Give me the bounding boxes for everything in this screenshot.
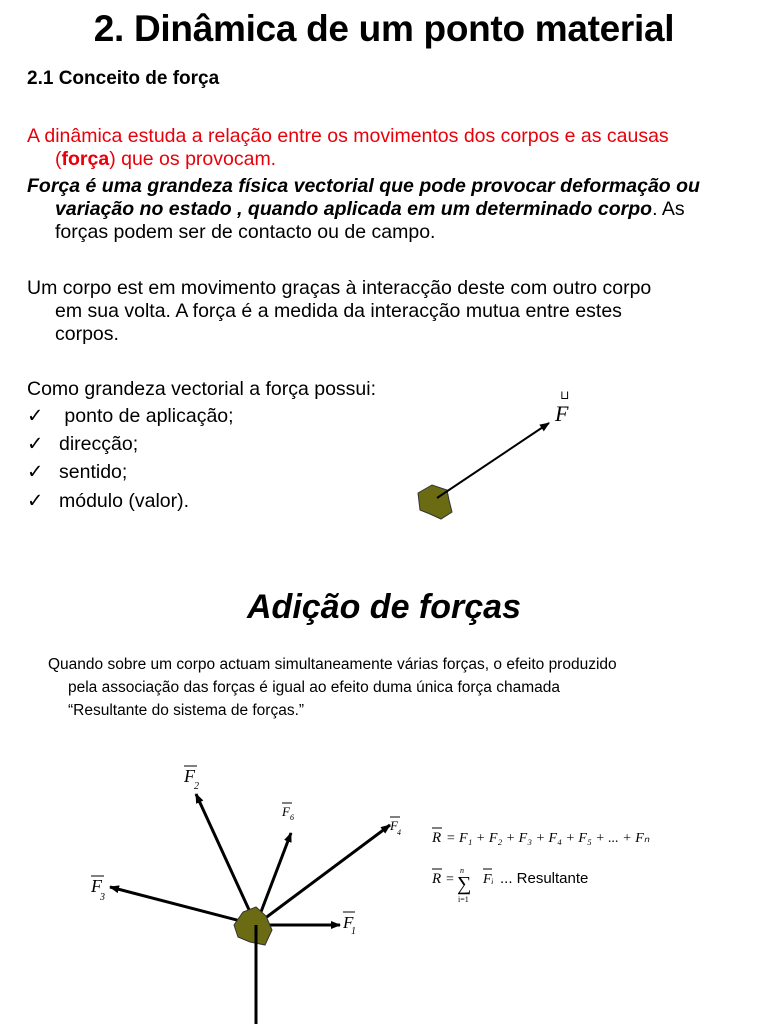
addition-line-1: Quando sobre um corpo actuam simultaneamente várias forças, o efeito produzido — [48, 656, 617, 673]
check-icon: ✓ — [27, 490, 44, 512]
figure-multiple-forces — [90, 766, 401, 1024]
sigma-icon: ∑ — [457, 873, 472, 895]
label-f6-letter: F — [282, 804, 290, 819]
properties-intro: Como grandeza vectorial a força possui: — [27, 378, 377, 400]
page-title: 2. Dinâmica de um ponto material — [93, 8, 675, 49]
definition-line-3: forças podem ser de contacto ou de campo. — [55, 221, 436, 243]
definition-bold-line-2: variação no estado , quando aplicada em um determinado corpo — [55, 198, 653, 220]
addition-line-3: “Resultante do sistema de forças.” — [68, 702, 305, 719]
label-f4-sub: 4 — [397, 828, 401, 837]
definition-bold-line-1: Força é uma grandeza física vectorial que pode provocar deformação ou — [27, 175, 700, 197]
label-f6 — [281, 803, 294, 822]
label-f1-sub: 1 — [351, 926, 356, 937]
label-f4-letter: F — [390, 818, 398, 833]
label-f6-sub: 6 — [290, 813, 294, 822]
body-blob — [234, 907, 272, 945]
intro-paren: ( — [55, 148, 62, 170]
intro-line-2: ) que os provocam. — [109, 148, 277, 170]
check-icon: ✓ — [27, 405, 44, 427]
corpo-line-3: corpos. — [55, 323, 119, 345]
label-f2-sub: 2 — [194, 781, 199, 792]
figure-single-force — [418, 388, 569, 519]
equation-2-upper: n — [460, 866, 464, 875]
section-subtitle: 2.1 Conceito de força — [27, 68, 220, 89]
property-label: sentido; — [59, 461, 128, 483]
corpo-line-1: Um corpo est em movimento graças à interacção deste com outro corpo — [27, 277, 652, 299]
label-f3-letter: F — [91, 876, 102, 896]
force-arrow-f3 — [110, 887, 256, 925]
definition-after: . As — [652, 198, 685, 220]
body-blob — [418, 485, 452, 519]
property-label: ponto de aplicação; — [59, 405, 234, 427]
label-f3-sub: 3 — [100, 892, 105, 903]
equation-2-lower: i=1 — [458, 895, 469, 904]
force-label-mark: ⊔ — [560, 388, 570, 402]
corpo-line-2: em sua volta. A força é a medida da interacção mutua entre estes — [55, 300, 622, 322]
equations — [431, 828, 650, 904]
equation-1-lhs: R — [432, 830, 442, 846]
label-f1 — [342, 912, 356, 937]
label-f1-letter: F — [343, 913, 354, 932]
addition-title: Adição de forças — [247, 588, 521, 626]
force-label: F — [555, 401, 569, 426]
intro-line-1: A dinâmica estuda a relação entre os movimentos dos corpos e as causas — [27, 125, 669, 147]
label-f4 — [389, 817, 401, 837]
equation-2-lhs: R — [432, 871, 442, 887]
equation-1-rhs: = F₁ + F₂ + F₃ + F₄ + F₅ + ... + Fₙ — [446, 831, 650, 846]
check-icon: ✓ — [27, 433, 44, 455]
intro-forca-bold: força — [61, 148, 110, 170]
force-arrow — [437, 423, 549, 498]
property-label: módulo (valor). — [59, 490, 190, 512]
addition-line-2: pela associação das forças é igual ao efeito duma única força chamada — [68, 679, 560, 696]
label-f2-letter: F — [184, 766, 195, 786]
force-arrow-f2 — [196, 794, 256, 925]
equation-2-label: ... Resultante — [500, 870, 589, 887]
equation-2-term: Fᵢ — [483, 872, 494, 887]
check-icon: ✓ — [27, 461, 44, 483]
label-f2 — [183, 766, 199, 792]
equation-2-equals: = — [446, 872, 454, 887]
label-f3 — [90, 876, 105, 903]
property-label: direcção; — [59, 433, 139, 455]
